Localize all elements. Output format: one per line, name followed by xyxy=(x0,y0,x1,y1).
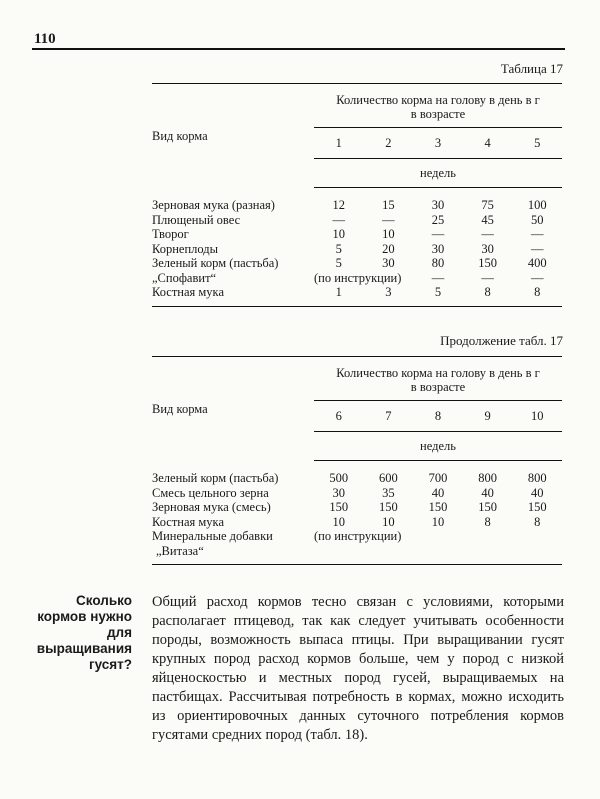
column-header-line1: Количество корма на голову в день в г xyxy=(336,366,540,380)
cell: — xyxy=(431,270,445,285)
table-row xyxy=(152,471,562,486)
cell: 30 xyxy=(481,241,494,256)
feed-name: Костная мука xyxy=(152,285,314,306)
cell: 10 xyxy=(382,227,395,241)
cell: 3 xyxy=(364,285,414,306)
cell: 20 xyxy=(382,241,395,256)
cell: 8 xyxy=(512,285,562,306)
cell: 5 xyxy=(413,285,463,306)
cell: — xyxy=(481,270,494,285)
age-header: 5 xyxy=(512,128,562,159)
cell: 30 xyxy=(431,241,445,256)
table-row xyxy=(152,271,562,286)
cell: — xyxy=(530,241,544,256)
cell: 30 xyxy=(382,256,395,270)
row-header: Вид корма xyxy=(152,357,314,461)
cell: 150 xyxy=(379,500,398,514)
cell: — xyxy=(481,227,494,241)
cell: 80 xyxy=(431,256,445,270)
cell: 35 xyxy=(382,485,395,500)
cell: 25 xyxy=(431,212,445,227)
body-paragraph: Общий расход кормов тесно связан с условиями, которыми располагает птицевод, так как следует учитывать особенности породы, возможность выпаса птицы. При выращивании гусят крупных пород расход кормов больше, чем у пород с низкой яйценоскостью и местных пород гусей, выращиваемых на пастбищах. Рассчитывая потребность в кормах, можно исходить из ориентировочных данных суточного потребления кормов гусятами средних пород (табл. 18). xyxy=(152,594,564,743)
cell: 5 xyxy=(335,241,342,256)
cell: 150 xyxy=(428,500,448,514)
cell: 40 xyxy=(530,485,544,500)
age-header: 2 xyxy=(364,128,414,159)
cell: — xyxy=(332,212,346,227)
feed-name: Костная мука xyxy=(152,514,224,529)
feed-name: Творог xyxy=(152,227,189,241)
cell: 75 xyxy=(481,198,494,212)
cell: — xyxy=(530,227,544,241)
table-row xyxy=(152,227,562,242)
age-header: 9 xyxy=(463,401,513,432)
cell: 600 xyxy=(379,471,398,485)
cell: 8 xyxy=(484,514,491,529)
cell: 10 xyxy=(332,227,346,241)
column-header-line1: Количество корма на голову в день в г xyxy=(336,93,540,107)
feed-name: Минеральные добавки xyxy=(152,529,273,543)
age-header: 7 xyxy=(364,401,414,432)
header-rule xyxy=(32,48,565,50)
table-caption: Таблица 17 xyxy=(500,61,563,76)
table-continuation-caption: Продолжение табл. 17 xyxy=(440,333,563,348)
cell: 800 xyxy=(478,471,497,485)
cell: 1 xyxy=(314,285,364,306)
age-header: 8 xyxy=(413,401,463,432)
feed-table-17-continued xyxy=(152,356,562,565)
cell: 10 xyxy=(332,514,346,529)
age-header: 6 xyxy=(314,401,364,432)
cell: 8 xyxy=(463,285,513,306)
cell: 15 xyxy=(382,198,395,212)
cell: 150 xyxy=(478,256,497,270)
table-row xyxy=(152,242,562,257)
cell: 30 xyxy=(431,198,445,212)
feed-name: Корнеплоды xyxy=(152,241,219,256)
feed-name: Зеленый корм (пастьба) xyxy=(152,256,279,270)
cell: 100 xyxy=(527,198,547,212)
cell: 10 xyxy=(382,514,395,529)
table-row xyxy=(152,213,562,228)
table-row xyxy=(152,486,562,501)
feed-name: Зеленый корм (пастьба) xyxy=(152,471,279,485)
unit-label: недель xyxy=(314,159,562,188)
cell: 150 xyxy=(478,500,497,514)
cell: — xyxy=(431,227,445,241)
table-row xyxy=(152,500,562,515)
feed-name: Смесь цельного зерна xyxy=(152,485,269,500)
cell: 50 xyxy=(530,212,544,227)
feed-name: Зерновая мука (смесь) xyxy=(152,500,271,514)
column-header-line2: в возрасте xyxy=(410,107,466,121)
cell: — xyxy=(382,212,395,227)
age-header: 4 xyxy=(463,128,513,159)
unit-label: недель xyxy=(314,432,562,461)
cell: 150 xyxy=(527,500,547,514)
feed-name-continued: „Витаза“ xyxy=(152,544,314,565)
feed-name: Плющеный овес xyxy=(152,212,241,227)
cell: 12 xyxy=(332,198,346,212)
page-number: 110 xyxy=(34,31,56,47)
margin-question: Сколько кормов нужно для выращивания гусят? xyxy=(36,593,132,672)
instruction-note: (по инструкции) xyxy=(314,529,402,543)
age-header: 1 xyxy=(314,128,364,159)
feed-name: Зерновая мука (разная) xyxy=(152,198,275,212)
cell: — xyxy=(530,270,544,285)
feed-table-17 xyxy=(152,83,562,307)
cell: 500 xyxy=(329,471,349,485)
cell: 700 xyxy=(428,471,448,485)
cell: 40 xyxy=(431,485,445,500)
cell: 400 xyxy=(527,256,547,270)
cell: 8 xyxy=(534,514,541,529)
cell: 150 xyxy=(329,500,349,514)
table-row xyxy=(152,285,562,306)
column-header xyxy=(314,84,562,128)
cell: 40 xyxy=(481,485,494,500)
cell: 800 xyxy=(527,471,547,485)
table-row xyxy=(152,529,562,544)
table-row xyxy=(152,515,562,530)
table-row xyxy=(152,544,562,565)
table-row xyxy=(152,256,562,271)
column-header xyxy=(314,357,562,401)
row-header: Вид корма xyxy=(152,84,314,188)
cell: 10 xyxy=(431,514,445,529)
table-row xyxy=(152,198,562,213)
cell: 30 xyxy=(332,485,346,500)
feed-name: „Спофавит“ xyxy=(152,270,217,285)
instruction-note: (по инструкции) xyxy=(314,270,402,285)
cell: 5 xyxy=(335,256,342,270)
age-header: 3 xyxy=(413,128,463,159)
cell: 45 xyxy=(481,212,494,227)
age-header: 10 xyxy=(512,401,562,432)
column-header-line2: в возрасте xyxy=(410,380,466,394)
